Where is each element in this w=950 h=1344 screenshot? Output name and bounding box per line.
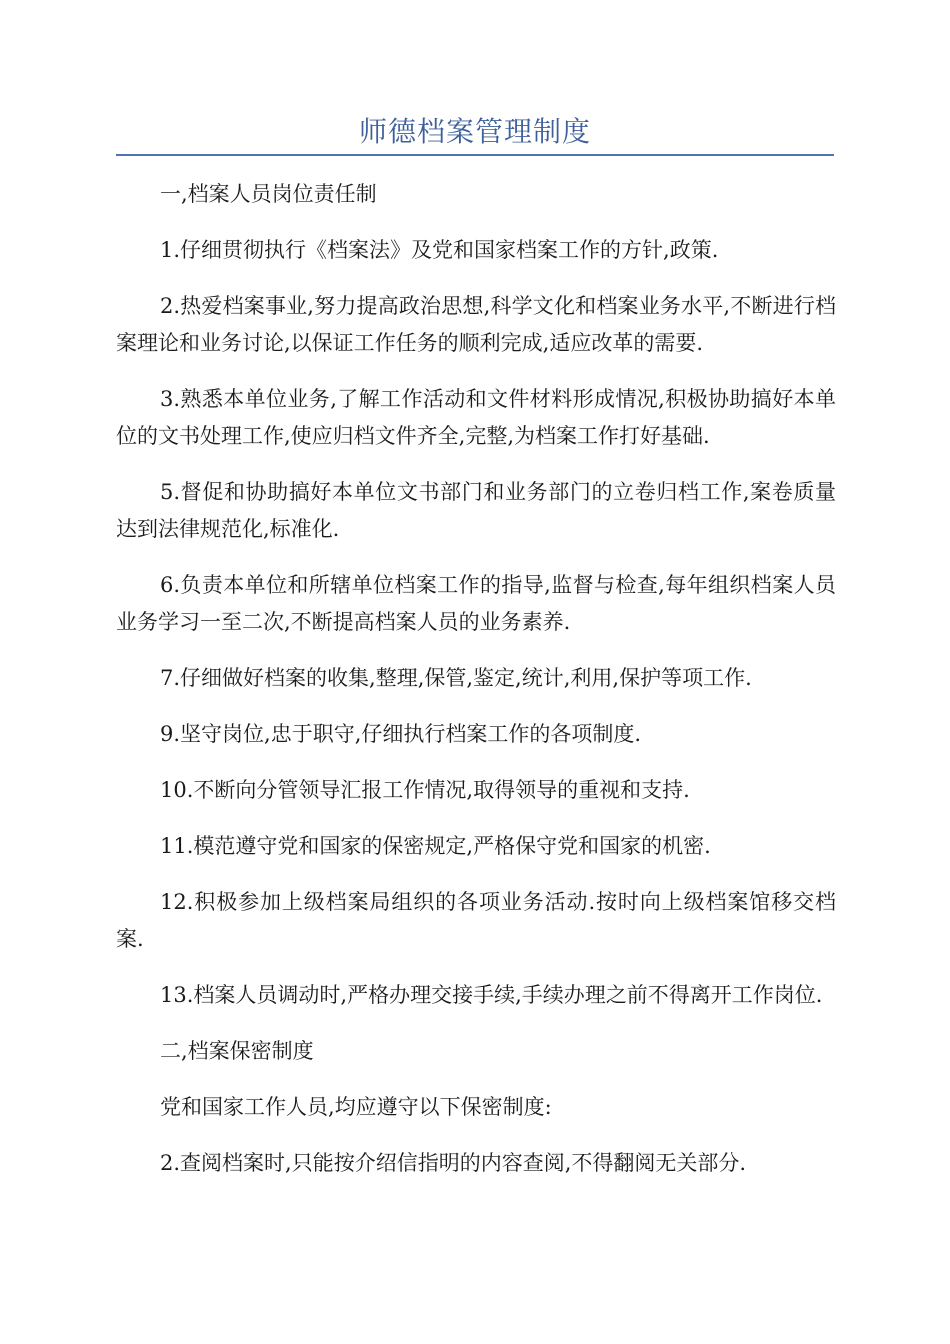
paragraph-item-5: 5.督促和协助搞好本单位文书部门和业务部门的立卷归档工作,案卷质量达到法律规范化,标准化. [116,480,836,541]
paragraph-item-7: 7.仔细做好档案的收集,整理,保管,鉴定,统计,利用,保护等项工作. [160,666,752,690]
title-underline [116,154,834,156]
paragraph-item-1: 1.仔细贯彻执行《档案法》及党和国家档案工作的方针,政策. [160,238,719,262]
paragraph-item-9: 9.坚守岗位,忠于职守,仔细执行档案工作的各项制度. [160,722,642,746]
paragraph-item-10: 10.不断向分管领导汇报工作情况,取得领导的重视和支持. [160,778,690,802]
paragraph-item-13: 13.档案人员调动时,严格办理交接手续,手续办理之前不得离开工作岗位. [160,983,823,1007]
paragraph-item-12: 12.积极参加上级档案局组织的各项业务活动.按时向上级档案馆移交档案. [116,890,836,951]
paragraph-item-3: 3.熟悉本单位业务,了解工作活动和文件材料形成情况,积极协助搞好本单位的文书处理工作,使应归档文件齐全,完整,为档案工作打好基础. [116,387,836,448]
document-body [116,176,836,1201]
paragraph-item-6: 6.负责本单位和所辖单位档案工作的指导,监督与检查,每年组织档案人员业务学习一至二次,不断提高档案人员的业务素养. [116,573,836,634]
section-heading-1: 一,档案人员岗位责任制 [160,182,377,206]
paragraph-item-2: 2.热爱档案事业,努力提高政治思想,科学文化和档案业务水平,不断进行档案理论和业务讨论,以保证工作任务的顺利完成,适应改革的需要. [116,294,836,355]
page-title: 师德档案管理制度 [358,115,591,148]
paragraph-secrecy-item-2: 2.查阅档案时,只能按介绍信指明的内容查阅,不得翻阅无关部分. [160,1151,747,1175]
section-heading-2: 二,档案保密制度 [160,1039,314,1063]
paragraph-item-11: 11.模范遵守党和国家的保密规定,严格保守党和国家的机密. [160,834,711,858]
paragraph-intro: 党和国家工作人员,均应遵守以下保密制度: [160,1095,552,1119]
